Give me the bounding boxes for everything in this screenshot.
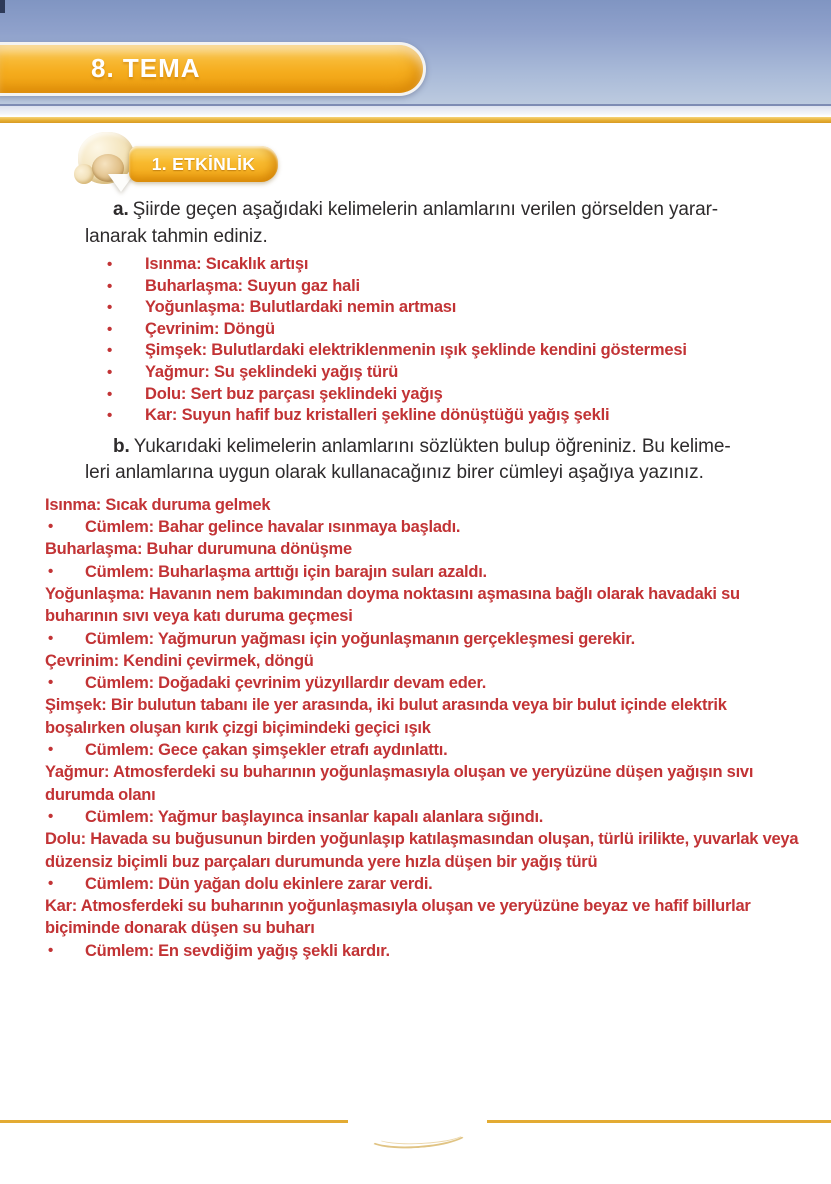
word-meaning-item: • Buharlaşma: Suyun gaz hali <box>45 276 808 298</box>
activity-badge-label: 1. ETKİNLİK <box>151 154 256 174</box>
item-label-b: b. <box>113 435 130 457</box>
example-sentence: • Cümlem: Dün yağan dolu ekinlere zarar verdi. <box>45 873 808 895</box>
word-definition: Isınma: Sıcak duruma gelmek <box>45 495 271 514</box>
answers-block <box>45 494 808 962</box>
word-meaning-item: • Yağmur: Su şeklindeki yağış türü <box>45 362 808 384</box>
corner-mark <box>0 0 5 13</box>
activity-badge <box>129 146 278 182</box>
word-definition: Yoğunlaşma: Havanın nem bakımından doyma noktasını aşmasına bağlı olarak havadaki su buharının sıvı veya katı duruma geçmesi <box>45 584 740 626</box>
instruction-b-line1 <box>85 434 808 461</box>
example-sentence: • Cümlem: En sevdiğim yağış şekli kardır. <box>45 940 808 962</box>
word-meaning-item: • Dolu: Sert buz parçası şeklindeki yağış <box>45 384 808 406</box>
example-sentence: • Cümlem: Buharlaşma arttığı için barajın suları azaldı. <box>45 561 808 583</box>
page-content <box>45 197 808 962</box>
footer-ornament <box>358 1118 478 1150</box>
example-sentence: • Cümlem: Yağmurun yağması için yoğunlaşmanın gerçekleşmesi gerekir. <box>45 628 808 650</box>
word-meaning-item: • Yoğunlaşma: Bulutlardaki nemin artması <box>45 297 808 319</box>
header-divider-band <box>0 106 831 116</box>
instruction-b-text1: Yukarıdaki kelimelerin anlamlarını sözlükten bulup öğreniniz. Bu kelime- <box>133 435 731 457</box>
footer-rule-right <box>487 1120 831 1123</box>
footer-rule-left <box>0 1120 348 1123</box>
word-meaning-list <box>45 254 808 427</box>
word-definition: Kar: Atmosferdeki su buharının yoğunlaşmasıyla oluşan ve yeryüzüne beyaz ve hafif billurlar biçiminde donarak düşen su buharı <box>45 897 751 938</box>
instruction-a-text1: Şiirde geçen aşağıdaki kelimelerin anlamlarını verilen görselden yarar- <box>132 199 719 220</box>
word-meaning-item: • Şimşek: Bulutlardaki elektriklenmenin ışık şeklinde kendini göstermesi <box>45 340 808 362</box>
word-definition: Çevrinim: Kendini çevirmek, döngü <box>45 651 314 670</box>
instruction-a-line1 <box>85 197 808 224</box>
instruction-a-line2: lanarak tahmin ediniz. <box>85 225 268 247</box>
theme-banner <box>0 42 426 96</box>
word-definition: Şimşek: Bir bulutun tabanı ile yer arasında, iki bulut arasında veya bir bulut içinde elektrik boşalırken oluşan kırık çizgi biçimindeki geçici ışık <box>45 696 727 737</box>
item-label-a: a. <box>113 199 129 220</box>
word-definition: Dolu: Havada su buğusunun birden yoğunlaşıp katılaşmasından oluşan, türlü irilikte, yuvarlak veya düzensiz biçimli buz parçaları durumunda yere hızla düşen bir yağış türü <box>45 830 799 871</box>
word-definition: Buharlaşma: Buhar durumuna dönüşme <box>45 540 352 559</box>
example-sentence: • Cümlem: Bahar gelince havalar ısınmaya başladı. <box>45 516 808 538</box>
example-sentence: • Cümlem: Yağmur başlayınca insanlar kapalı alanlara sığındı. <box>45 806 808 828</box>
word-meaning-item: • Çevrinim: Döngü <box>45 319 808 341</box>
example-sentence: • Cümlem: Doğadaki çevrinim yüzyıllardır devam eder. <box>45 672 808 694</box>
instruction-b <box>85 434 808 487</box>
instruction-b-line2: leri anlamlarına uygun olarak kullanacağınız birer cümleyi aşağıya yazınız. <box>85 462 704 484</box>
header-gold-rule <box>0 117 831 123</box>
example-sentence: • Cümlem: Gece çakan şimşekler etrafı aydınlattı. <box>45 739 808 761</box>
instruction-a <box>85 197 808 250</box>
theme-title: 8. TEMA <box>91 53 201 83</box>
mascot-curl <box>74 164 94 184</box>
word-meaning-item: • Kar: Suyun hafif buz kristalleri şekline dönüştüğü yağış şekli <box>45 405 808 427</box>
word-definition: Yağmur: Atmosferdeki su buharının yoğunlaşmasıyla oluşan ve yeryüzüne düşen yağışın sıvı durumda olanı <box>45 763 754 804</box>
word-meaning-item: • Isınma: Sıcaklık artışı <box>45 254 808 276</box>
